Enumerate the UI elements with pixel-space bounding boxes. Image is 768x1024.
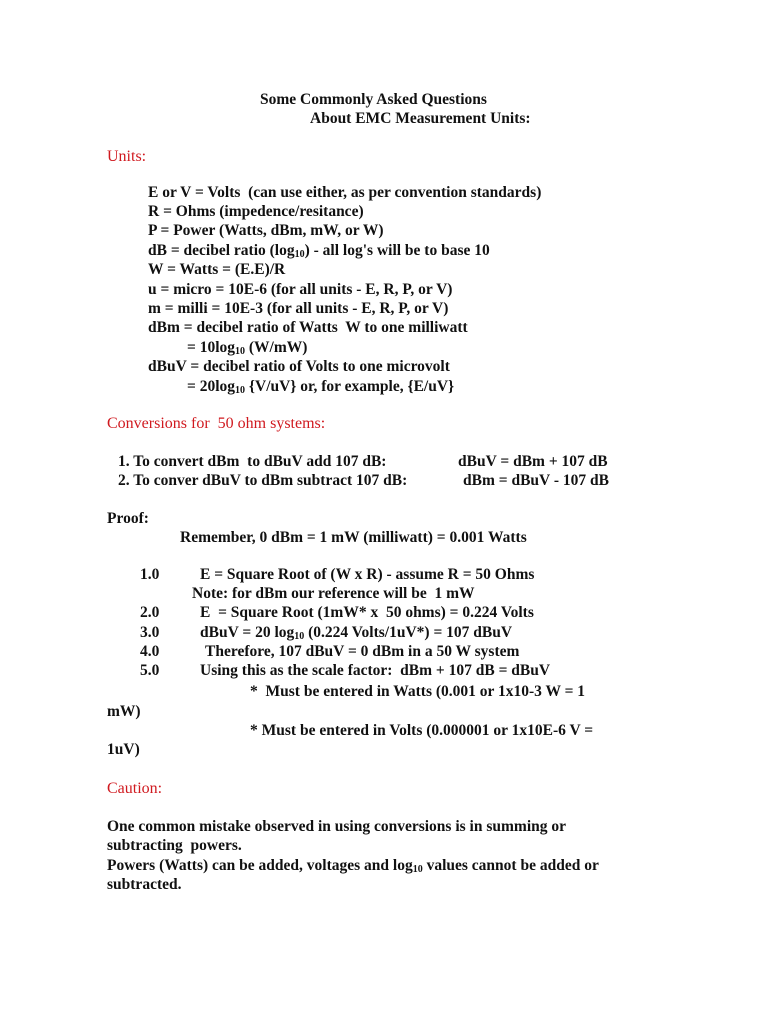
step-number: 1.0 [140, 566, 160, 583]
caution-heading: Caution: [107, 780, 163, 797]
units-line-decibel: dB = decibel ratio (log10) - all log's will be to base 10 [148, 242, 490, 260]
footnote-volts-cont: 1uV) [107, 741, 140, 758]
conversion-rule-1: 1. To convert dBm to dBuV add 107 dB: [118, 453, 387, 470]
step-text: dBuV = 20 log10 (0.224 Volts/1uV*) = 107 dBuV [200, 624, 513, 642]
step-text: E = Square Root (1mW* x 50 ohms) = 0.224 Volts [200, 604, 534, 621]
title-line-1: Some Commonly Asked Questions [260, 91, 487, 108]
units-line-dbuv: dBuV = decibel ratio of Volts to one microvolt [148, 358, 450, 375]
conversion-rule-2: 2. To conver dBuV to dBm subtract 107 dB: [118, 472, 408, 489]
step-number: 3.0 [140, 624, 160, 641]
conversion-rule-1-equation: dBuV = dBm + 107 dB [458, 453, 608, 470]
caution-paragraph-2: Powers (Watts) can be added, voltages and log10 values cannot be added or [107, 857, 599, 875]
caution-paragraph-1-cont: subtracting powers. [107, 837, 242, 854]
units-line-micro: u = micro = 10E-6 (for all units - E, R, P, or V) [148, 281, 453, 298]
conversion-rule-2-equation: dBm = dBuV - 107 dB [463, 472, 609, 489]
units-line-milli: m = milli = 10E-3 (for all units - E, R, P, or V) [148, 300, 449, 317]
step-number: 2.0 [140, 604, 160, 621]
units-line-watts: W = Watts = (E.E)/R [148, 261, 286, 278]
units-line-dbm: dBm = decibel ratio of Watts W to one milliwatt [148, 319, 468, 336]
title-line-2: About EMC Measurement Units: [310, 110, 531, 127]
proof-heading: Proof: [107, 510, 149, 527]
units-line-ohms: R = Ohms (impedence/resitance) [148, 203, 364, 220]
caution-paragraph-1: One common mistake observed in using conversions is in summing or [107, 818, 567, 835]
proof-remember: Remember, 0 dBm = 1 mW (milliwatt) = 0.001 Watts [180, 529, 527, 546]
step-number: 5.0 [140, 662, 160, 679]
step-text: E = Square Root of (W x R) - assume R = 50 Ohms [200, 566, 535, 583]
units-line-dbuv-formula: = 20log10 {V/uV} or, for example, {E/uV} [187, 378, 455, 396]
step-number: 4.0 [140, 643, 160, 660]
step-text: Using this as the scale factor: dBm + 107 dB = dBuV [200, 662, 551, 679]
step-note: Note: for dBm our reference will be 1 mW [192, 585, 475, 602]
footnote-watts: * Must be entered in Watts (0.001 or 1x10-3 W = 1 [250, 683, 586, 700]
footnote-volts: * Must be entered in Volts (0.000001 or 1x10E-6 V = [250, 722, 594, 739]
caution-paragraph-2-cont: subtracted. [107, 876, 182, 893]
units-line-dbm-formula: = 10log10 (W/mW) [187, 339, 308, 357]
units-heading: Units: [107, 148, 147, 165]
units-line-power: P = Power (Watts, dBm, mW, or W) [148, 222, 384, 239]
footnote-watts-cont: mW) [107, 703, 141, 720]
step-text: Therefore, 107 dBuV = 0 dBm in a 50 W system [205, 643, 520, 660]
units-line-volts: E or V = Volts (can use either, as per convention standards) [148, 184, 542, 201]
conversions-heading: Conversions for 50 ohm systems: [107, 415, 326, 432]
